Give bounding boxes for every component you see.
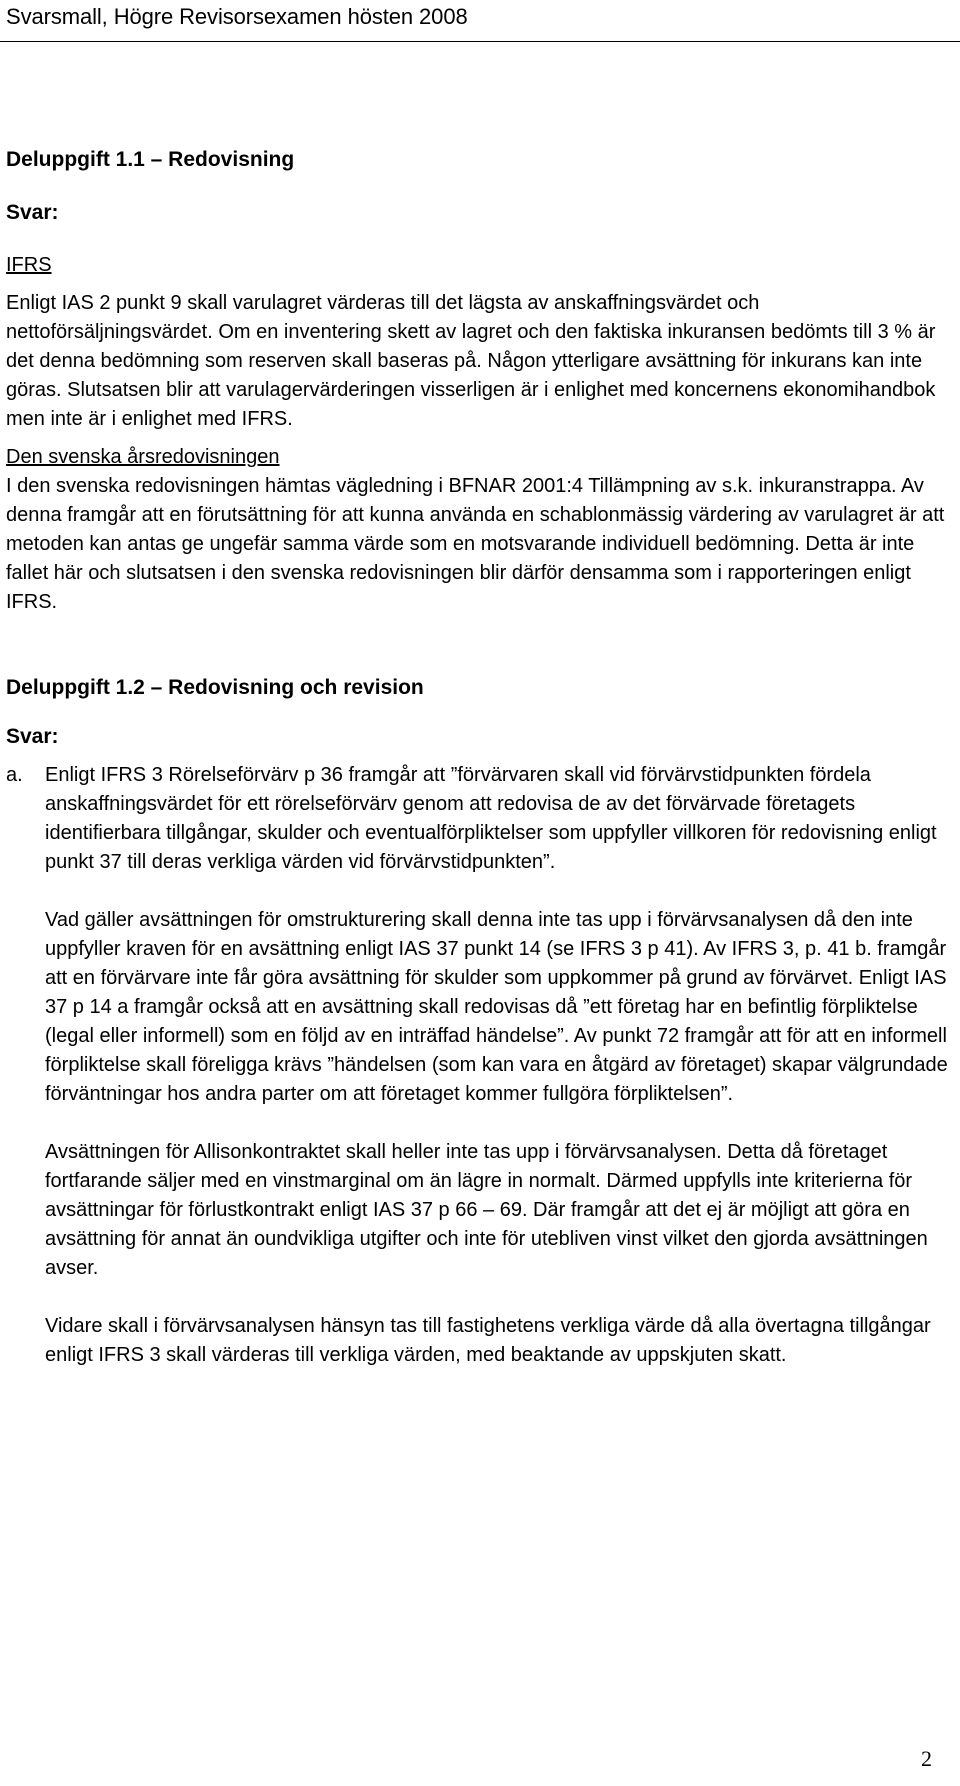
list-item-a xyxy=(6,761,952,877)
section-heading-1-1: Deluppgift 1.1 – Redovisning xyxy=(6,148,295,171)
item-a-paragraph-1: Enligt IFRS 3 Rörelseförvärv p 36 framgår att ”förvärvaren skall vid förvärvstidpunkten fördela anskaffningsvärdet för ett rörelseförvärv genom att redovisa de av det förvärvade företagets identifierbara tillgångar, skulder och eventualförpliktelser som uppfyller villkoren för redovisning enligt punkt 37 till deras verkliga värden vid förvärvstidpunkten”. xyxy=(45,764,937,873)
ifrs-paragraph: Enligt IAS 2 punkt 9 skall varulagret värderas till det lägsta av anskaffningsvärdet och nettoförsäljningsvärdet. Om en inventering skett av lagret och den faktiska inkuransen bedömts till 3 % är det denna bedömning som reserven skall baseras på. Någon ytterligare avsättning för inkurans kan inte göras. Slutsatsen blir att varulagervärderingen visserligen är i enlighet med koncernens ekonomihandbok men inte är i enlighet med IFRS. xyxy=(6,292,936,430)
header-divider xyxy=(0,41,960,42)
list-marker: a. xyxy=(6,764,23,786)
page-number: 2 xyxy=(921,1746,932,1771)
item-a-paragraph-4: Vidare skall i förvärvsanalysen hänsyn tas till fastighetens verkliga värde då alla övertagna tillgångar enligt IFRS 3 skall värderas till verkliga värden, med beaktande av uppskjuten skatt. xyxy=(45,1315,931,1366)
swedish-subheading: Den svenska årsredovisningen xyxy=(6,446,280,468)
page-header-title: Svarsmall, Högre Revisorsexamen hösten 2008 xyxy=(6,4,468,29)
section-heading-1-2: Deluppgift 1.2 – Redovisning och revision xyxy=(6,676,424,699)
item-a-paragraph-2: Vad gäller avsättningen för omstrukturering skall denna inte tas upp i förvärvsanalysen då den inte uppfyller kraven för en avsättning enligt IAS 37 punkt 14 (se IFRS 3 p 41). Av IFRS 3, p. 41 b. framgår att en förvärvare inte får göra avsättning för skulder som uppkommer på grund av förvärvet. Enligt IAS 37 p 14 a framgår också att en avsättning skall redovisas då ”ett företag har en befintlig förpliktelse (legal eller informell) som en följd av en inträffad händelse”. Av punkt 72 framgår att för att en informell förpliktelse skall föreligga krävs ”händelsen (som kan vara en åtgärd av företaget) skapar välgrundade förväntningar hos andra parter om att företaget kommer fullgöra förpliktelsen”. xyxy=(45,909,948,1105)
swedish-paragraph: I den svenska redovisningen hämtas vägledning i BFNAR 2001:4 Tillämpning av s.k. inkuranstrappa. Av denna framgår att en förutsättning för att kunna använda en schablonmässig värdering av varulagret är att metoden kan antas ge ungefär samma värde som en motsvarande individuell bedömning. Detta är inte fallet här och slutsatsen i den svenska redovisningen blir därför densamma som i rapporteringen enligt IFRS. xyxy=(6,475,945,613)
svar-label: Svar: xyxy=(6,201,59,224)
ifrs-subheading: IFRS xyxy=(6,254,52,276)
svar-label-2: Svar: xyxy=(6,725,59,748)
item-a-paragraph-3: Avsättningen för Allisonkontraktet skall heller inte tas upp i förvärvsanalysen. Detta då företaget fortfarande säljer med en vinstmarginal om än lägre in normalt. Därmed uppfylls inte kriterierna för avsättningar för förlustkontrakt enligt IAS 37 p 66 – 69. Där framgår att det ej är möjligt att göra en avsättning för annat än oundvikliga utgifter och inte för utebliven vinst vilket den gjorda avsättningen avser. xyxy=(45,1141,928,1279)
document-body xyxy=(6,145,952,1370)
